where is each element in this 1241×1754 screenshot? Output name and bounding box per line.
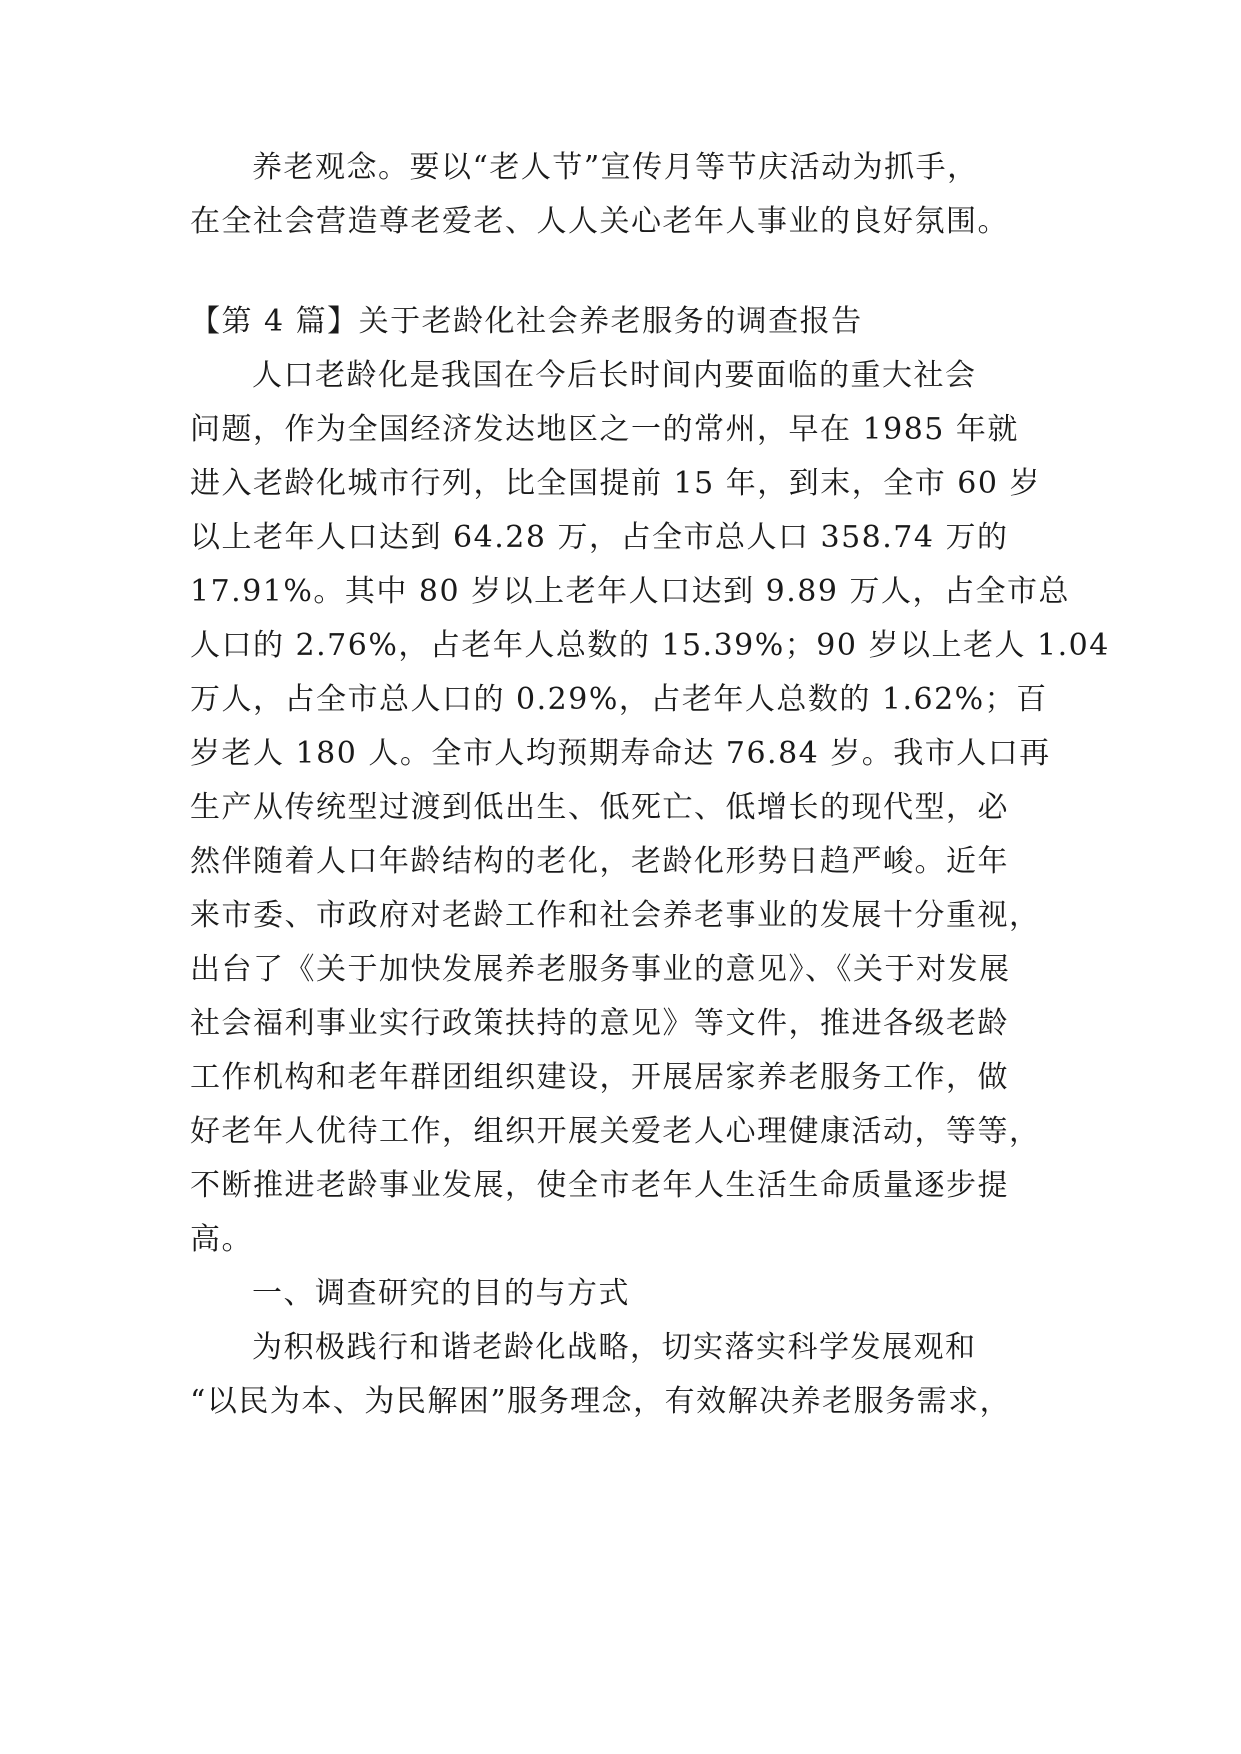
text-line: “以民为本、为民解困”服务理念，有效解决养老服务需求， (190, 1384, 1012, 1419)
text-line: 问题，作为全国经济发达地区之一的常州，早在 1985 年就 (190, 412, 1019, 447)
text-line: 来市委、市政府对老龄工作和社会养老事业的发展十分重视， (190, 898, 1041, 933)
text-line: 工作机构和老年群团组织建设，开展居家养老服务工作，做 (190, 1060, 1009, 1095)
text-line: 生产从传统型过渡到低出生、低死亡、低增长的现代型，必 (190, 790, 1009, 825)
text-line: 好老年人优待工作，组织开展关爱老人心理健康活动，等等， (190, 1114, 1041, 1149)
text-line: 在全社会营造尊老爱老、人人关心老年人事业的良好氛围。 (190, 204, 1009, 239)
text-line: 养老观念。要以“老人节”宣传月等节庆活动为抓手， (252, 150, 979, 185)
text-line: 进入老龄化城市行列，比全国提前 15 年，到末，全市 60 岁 (190, 466, 1041, 501)
text-line: 人口老龄化是我国在今后长时间内要面临的重大社会 (252, 358, 977, 393)
text-line: 高。 (190, 1222, 253, 1257)
text-line: 以上老年人口达到 64.28 万，占全市总人口 358.74 万的 (190, 520, 1009, 555)
text-line: 岁老人 180 人。全市人均预期寿命达 76.84 岁。我市人口再 (190, 736, 1051, 771)
text-line: 万人，占全市总人口的 0.29%，占老年人总数的 1.62%；百 (190, 682, 1048, 717)
text-line: 17.91%。其中 80 岁以上老年人口达到 9.89 万人，占全市总 (190, 574, 1071, 609)
text-line: 出台了《关于加快发展养老服务事业的意见》、《关于对发展 (190, 952, 1011, 987)
text-line: 不断推进老龄事业发展，使全市老年人生活生命质量逐步提 (190, 1168, 1009, 1203)
section-heading: 【第 4 篇】关于老龄化社会养老服务的调查报告 (190, 304, 863, 339)
text-line: 社会福利事业实行政策扶持的意见》等文件，推进各级老龄 (190, 1006, 1009, 1041)
text-line: 为积极践行和谐老龄化战略，切实落实科学发展观和 (252, 1330, 977, 1365)
text-line: 然伴随着人口年龄结构的老化，老龄化形势日趋严峻。近年 (190, 844, 1009, 879)
text-line: 人口的 2.76%，占老年人总数的 15.39%；90 岁以上老人 1.04 (190, 628, 1110, 663)
subsection-heading: 一、调查研究的目的与方式 (252, 1276, 630, 1311)
